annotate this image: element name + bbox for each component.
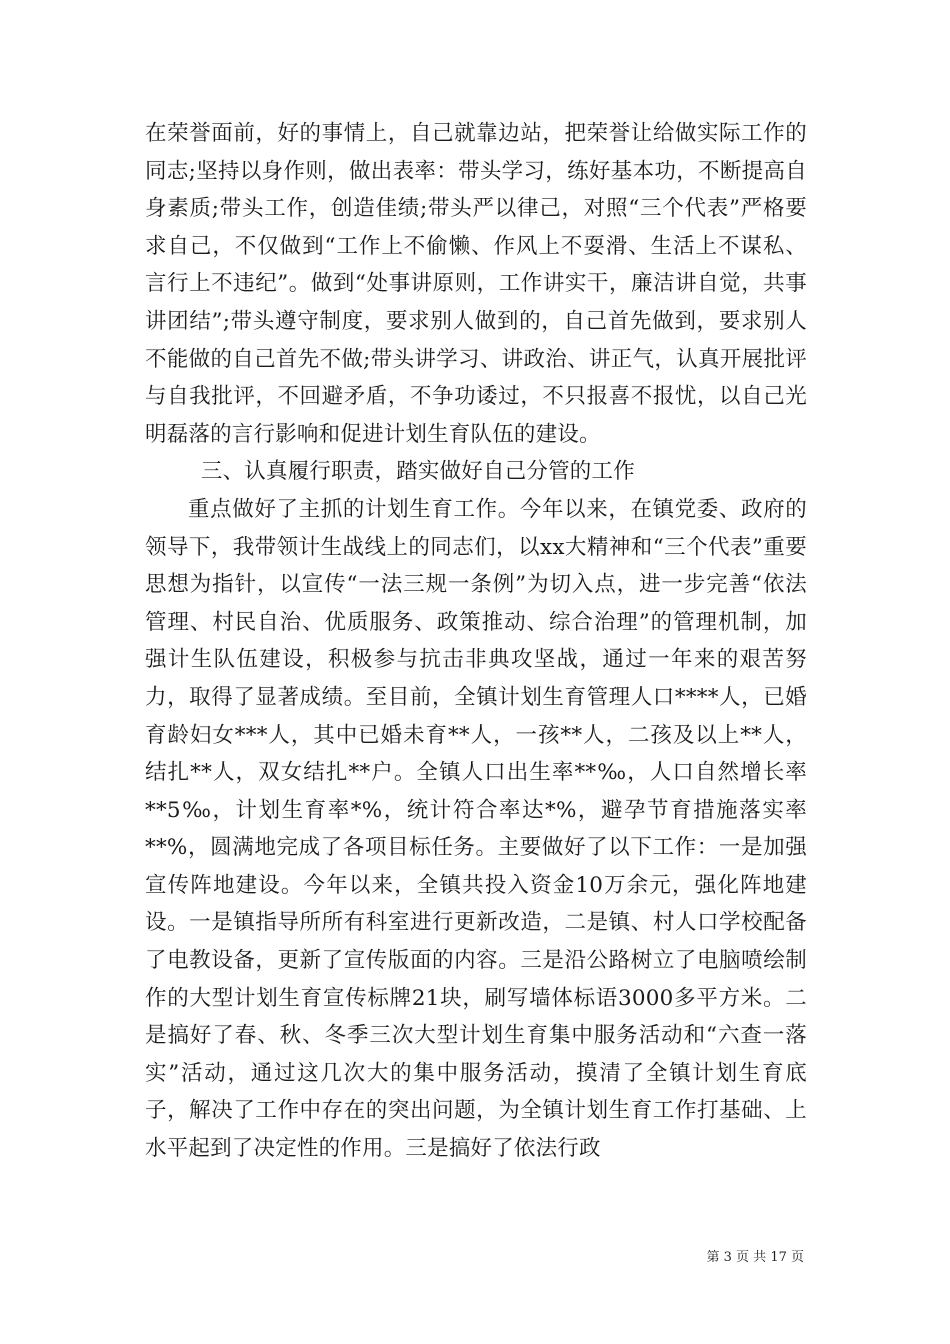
page-number-footer: 第 3 页 共 17 页 xyxy=(706,1250,804,1265)
document-body xyxy=(145,115,807,1168)
paragraph-honor: 在荣誉面前，好的事情上，自己就靠边站，把荣誉让给做实际工作的同志;坚持以身作则，做出表率：带头学习，练好基本功，不断提高自身素质;带头工作，创造佳绩;带头严以律己，对照“三个代表”严格要求自己，不仅做到“工作上不偷懒、作风上不耍滑、生活上不谋私、言行上不违纪”。做到“处事讲原则，工作讲实干，廉洁讲自觉，共事讲团结”;带头遵守制度，要求别人做到的，自己首先做到，要求别人不能做的自己首先不做;带头讲学习、讲政治、讲正气，认真开展批评与自我批评，不回避矛盾，不争功诿过，不只报喜不报忧，以自己光明磊落的言行影响和促进计划生育队伍的建设。 xyxy=(145,121,807,447)
paragraph-family-planning: 重点做好了主抓的计划生育工作。今年以来，在镇党委、政府的领导下，我带领计生战线上的同志们，以xx大精神和“三个代表”重要思想为指针，以宣传“一法三规一条例”为切入点，进一步完善“依法管理、村民自治、优质服务、政策推动、综合治理”的管理机制，加强计生队伍建设，积极参与抗击非典攻坚战，通过一年来的艰苦努力，取得了显著成绩。至目前，全镇计划生育管理人口****人，已婚育龄妇女***人，其中已婚未育**人，一孩**人，二孩及以上**人，结扎**人，双女结扎**户。全镇人口出生率**‰，人口自然增长率**5‰，计划生育率*%，统计符合率达*%，避孕节育措施落实率**%，圆满地完成了各项目标任务。主要做好了以下工作：一是加强宣传阵地建设。今年以来，全镇共投入资金10万余元，强化阵地建设。一是镇指导所所有科室进行更新改造，二是镇、村人口学校配备了电教设备，更新了宣传版面的内容。三是沿公路树立了电脑喷绘制作的大型计划生育宣传标牌21块，刷写墙体标语3000多平方米。二是搞好了春、秋、冬季三次大型计划生育集中服务活动和“六查一落实”活动，通过这几次大的集中服务活动，摸清了全镇计划生育底子，解决了工作中存在的突出问题，为全镇计划生育工作打基础、上水平起到了决定性的作用。三是搞好了依法行政 xyxy=(145,496,807,1162)
section-heading: 三、认真履行职责，踏实做好自己分管的工作 xyxy=(200,459,635,485)
